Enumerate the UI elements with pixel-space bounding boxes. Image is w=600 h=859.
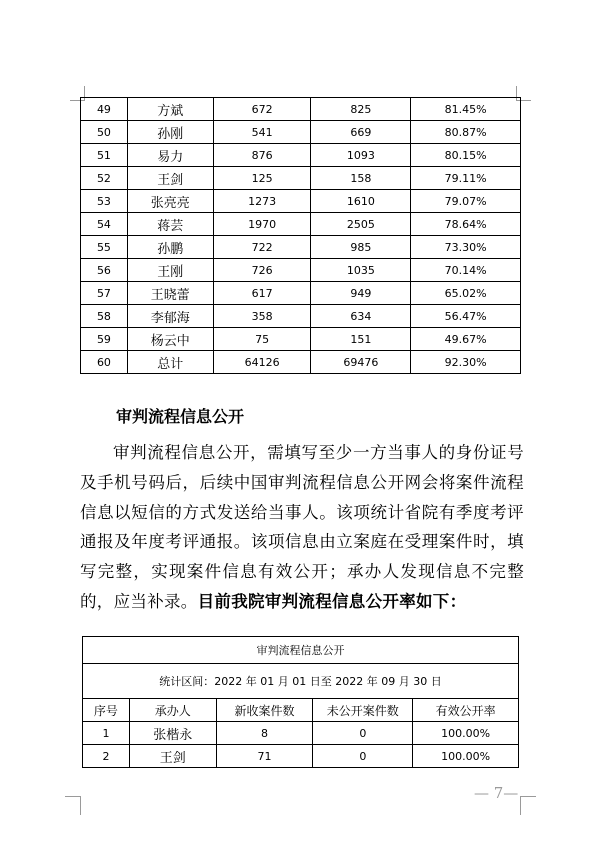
table-row (81, 259, 521, 282)
row-name: 孙鹏 (127, 236, 213, 259)
paragraph-emphasis: 目前我院审判流程信息公开率如下： (197, 591, 467, 611)
row-received: 726 (213, 259, 311, 282)
row-no: 51 (81, 144, 128, 167)
row-name: 李郁海 (127, 305, 213, 328)
row-disclosed: 1035 (311, 259, 411, 282)
header-no: 序号 (83, 699, 130, 722)
row-no: 49 (81, 98, 128, 121)
row-received: 876 (213, 144, 311, 167)
row-new-cases: 71 (216, 745, 313, 768)
row-received: 1970 (213, 213, 311, 236)
row-disclosed: 669 (311, 121, 411, 144)
row-rate: 78.64% (411, 213, 521, 236)
row-rate: 100.00% (413, 722, 519, 745)
row-received: 722 (213, 236, 311, 259)
disclosure-table-caption: 审判流程信息公开 (83, 637, 519, 664)
page-number: — 7— (474, 784, 519, 802)
row-rate: 49.67% (411, 328, 521, 351)
row-rate: 80.87% (411, 121, 521, 144)
crop-mark-bottom-right (520, 796, 536, 815)
row-name: 张楷永 (129, 722, 216, 745)
row-no: 50 (81, 121, 128, 144)
row-rate: 81.45% (411, 98, 521, 121)
table-row (81, 98, 521, 121)
header-new-cases: 新收案件数 (216, 699, 313, 722)
table-row (81, 351, 521, 374)
table-row (81, 167, 521, 190)
row-disclosed: 151 (311, 328, 411, 351)
row-name: 易力 (127, 144, 213, 167)
section-paragraph: 审判流程信息公开，需填写至少一方当事人的身份证号及手机号码后，后续中国审判流程信息公开网会将案件流程信息以短信的方式发送给当事人。该项统计省院有季度考评通报及年度考评通报。该项信息由立案庭在受理案件时，填写完整，实现案件信息有效公开；承办人发现信息不完整的，应当补录。目前我院审判流程信息公开率如下： (80, 443, 524, 611)
table-row (83, 722, 519, 745)
row-rate: 100.00% (413, 745, 519, 768)
row-name: 王剑 (127, 167, 213, 190)
row-rate: 79.07% (411, 190, 521, 213)
table-row (81, 328, 521, 351)
table-row (81, 236, 521, 259)
row-disclosed: 1093 (311, 144, 411, 167)
row-rate: 70.14% (411, 259, 521, 282)
row-name: 总计 (127, 351, 213, 374)
row-undisclosed: 0 (313, 722, 413, 745)
ranking-table (80, 97, 521, 374)
table-row (81, 305, 521, 328)
table-row (81, 213, 521, 236)
row-no: 57 (81, 282, 128, 305)
row-disclosed: 69476 (311, 351, 411, 374)
row-disclosed: 985 (311, 236, 411, 259)
row-received: 617 (213, 282, 311, 305)
row-rate: 80.15% (411, 144, 521, 167)
row-no: 56 (81, 259, 128, 282)
row-name: 方斌 (127, 98, 213, 121)
row-received: 125 (213, 167, 311, 190)
row-name: 杨云中 (127, 328, 213, 351)
table-row (81, 282, 521, 305)
row-name: 蒋芸 (127, 213, 213, 236)
statistics-period: 统计区间：2022 年 01 月 01 日至 2022 年 09 月 30 日 (83, 664, 519, 699)
row-name: 孙刚 (127, 121, 213, 144)
table-row (83, 745, 519, 768)
header-rate: 有效公开率 (413, 699, 519, 722)
row-received: 358 (213, 305, 311, 328)
row-rate: 73.30% (411, 236, 521, 259)
row-no: 54 (81, 213, 128, 236)
row-new-cases: 8 (216, 722, 313, 745)
row-no: 58 (81, 305, 128, 328)
row-no: 52 (81, 167, 128, 190)
row-no: 2 (83, 745, 130, 768)
row-received: 1273 (213, 190, 311, 213)
row-name: 王剑 (129, 745, 216, 768)
row-rate: 92.30% (411, 351, 521, 374)
row-received: 75 (213, 328, 311, 351)
row-rate: 56.47% (411, 305, 521, 328)
disclosure-table (82, 636, 519, 768)
row-no: 53 (81, 190, 128, 213)
row-disclosed: 634 (311, 305, 411, 328)
row-disclosed: 2505 (311, 213, 411, 236)
header-undisclosed: 未公开案件数 (313, 699, 413, 722)
row-received: 541 (213, 121, 311, 144)
row-disclosed: 158 (311, 167, 411, 190)
row-received: 672 (213, 98, 311, 121)
row-disclosed: 825 (311, 98, 411, 121)
row-no: 60 (81, 351, 128, 374)
row-name: 张亮亮 (127, 190, 213, 213)
row-rate: 65.02% (411, 282, 521, 305)
row-rate: 79.11% (411, 167, 521, 190)
row-no: 55 (81, 236, 128, 259)
row-no: 1 (83, 722, 130, 745)
row-name: 王刚 (127, 259, 213, 282)
table-row (81, 121, 521, 144)
row-disclosed: 949 (311, 282, 411, 305)
row-received: 64126 (213, 351, 311, 374)
row-no: 59 (81, 328, 128, 351)
table-row (81, 190, 521, 213)
row-undisclosed: 0 (313, 745, 413, 768)
crop-mark-bottom-left (65, 796, 81, 815)
row-disclosed: 1610 (311, 190, 411, 213)
table-row (81, 144, 521, 167)
header-handler: 承办人 (129, 699, 216, 722)
row-name: 王晓蕾 (127, 282, 213, 305)
section-heading: 审判流程信息公开 (116, 407, 245, 426)
